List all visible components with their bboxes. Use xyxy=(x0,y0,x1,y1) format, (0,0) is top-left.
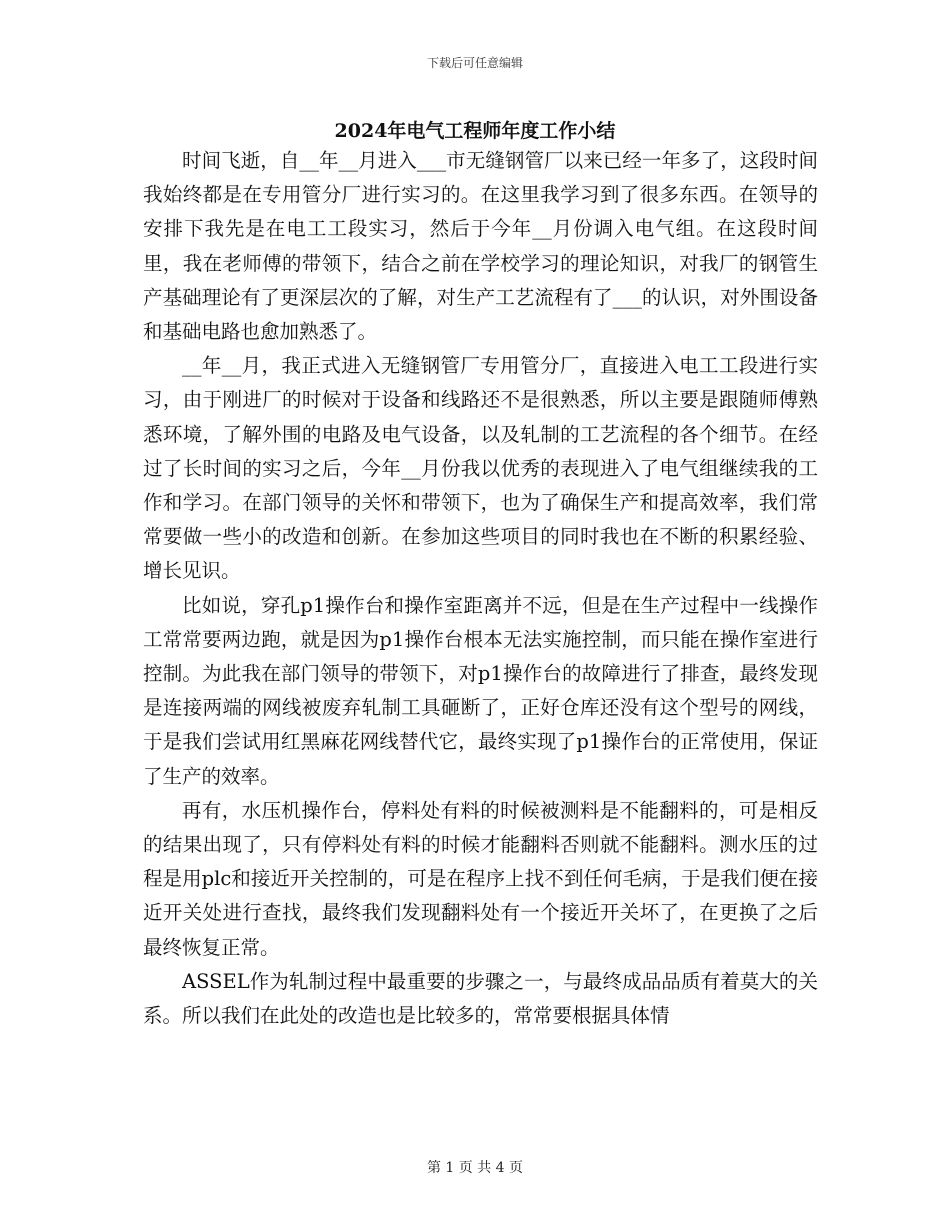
paragraph-1: 时间飞逝，自__年__月进入___市无缝钢管厂以来已经一年多了，这段时间我始终都是在专用管分厂进行实习的。在这里我学习到了很多东西。在领导的安排下我先是在电工工段实习，然后于今年__月份调入电气组。在这段时间里，我在老师傅的带领下，结合之前在学校学习的理论知识，对我厂的钢管生产基础理论有了更深层次的了解，对生产工艺流程有了___的认识，对外围设备和基础电路也愈加熟悉了。 xyxy=(143,149,818,344)
header-note: 下载后可任意编辑 xyxy=(426,56,523,70)
paragraph-5: ASSEL作为轧制过程中最重要的步骤之一，与最终成品品质有着莫大的关系。所以我们在此处的改造也是比较多的，常常要根据具体情 xyxy=(143,969,818,1028)
document-body xyxy=(143,144,818,1033)
page-number: 第 1 页 共 4 页 xyxy=(426,1160,524,1176)
paragraph-4: 再有，水压机操作台，停料处有料的时候被测料是不能翻料的，可是相反的结果出现了，只有停料处有料的时候才能翻料否则就不能翻料。测水压的过程是用plc和接近开关控制的，可是在程序上找不到任何毛病，于是我们便在接近开关处进行查找，最终我们发现翻料处有一个接近开关坏了，在更换了之后最终恢复正常。 xyxy=(143,798,818,959)
paragraph-3: 比如说，穿孔p1操作台和操作室距离并不远，但是在生产过程中一线操作工常常要两边跑，就是因为p1操作台根本无法实施控制，而只能在操作室进行控制。为此我在部门领导的带领下，对p1操作台的故障进行了排查，最终发现是连接两端的网线被废弃轧制工具砸断了，正好仓库还没有这个型号的网线，于是我们尝试用红黑麻花网线替代它，最终实现了p1操作台的正常使用，保证了生产的效率。 xyxy=(143,593,818,788)
document-title: 2024年电气工程师年度工作小结 xyxy=(334,120,616,142)
paragraph-2: __年__月，我正式进入无缝钢管厂专用管分厂，直接进入电工工段进行实习，由于刚进厂的时候对于设备和线路还不是很熟悉，所以主要是跟随师傅熟悉环境，了解外围的电路及电气设备，以及轧制的工艺流程的各个细节。在经过了长时间的实习之后，今年__月份我以优秀的表现进入了电气组继续我的工作和学习。在部门领导的关怀和带领下，也为了确保生产和提高效率，我们常常要做一些小的改造和创新。在参加这些项目的同时我也在不断的积累经验、增长见识。 xyxy=(143,354,818,583)
